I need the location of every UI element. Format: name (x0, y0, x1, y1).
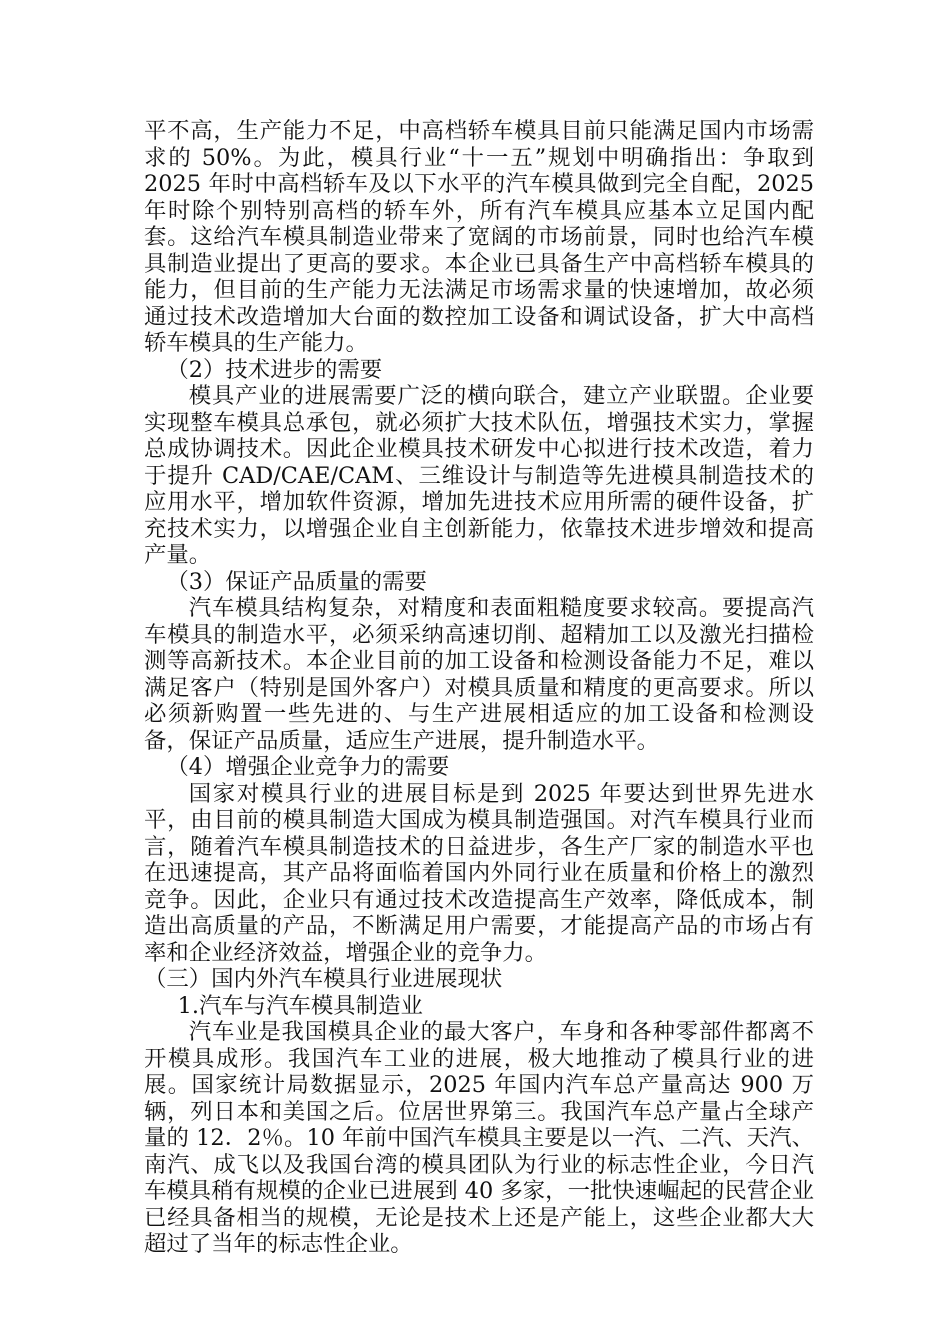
heading-tech-progress: （2）技术进步的需要 (166, 356, 383, 383)
heading-quality: （3）保证产品质量的需要 (166, 568, 427, 595)
paragraph-auto-mold-industry: 汽车业是我国模具企业的最大客户，车身和各种零部件都离不开模具成形。我国汽车工业的进展，极大地推动了模具行业的进展。国家统计局数据显示，2025 年国内汽车总产量高达 900 万辆，列日本和美国之后。位居世界第三。我国汽车总产量占全球产量的 12．2％。10 年前中国汽车模具主要是以一汽、二汽、天汽、南汽、成飞以及我国台湾的模具团队为行业的标志性企业，今日汽车模具稍有规模的企业已进展到 40 多家，一批快速崛起的民营企业已经具备相当的规模，无论是技术上还是产能上，这些企业都大大超过了当年的标志性企业。 (144, 1019, 814, 1257)
section-heading-industry-status: （三）国内外汽车模具行业进展现状 (144, 966, 503, 992)
paragraph-production-capacity: 平不高，生产能力不足，中高档轿车模具目前只能满足国内市场需求的 50%。为此，模具行业“十一五”规划中明确指出：争取到 2025 年时中高档轿车及以下水平的汽车模具做到完全自配，2025 年时除个别特别高档的轿车外，所有汽车模具应基本立足国内配套。这给汽车模具制造业带来了宽阔的市场前景，同时也给汽车模具制造业提出了更高的要求。本企业已具备生产中高档轿车模具的能力，但目前的生产能力无法满足市场需求量的快速增加，故必须通过技术改造增加大台面的数控加工设备和调试设备，扩大中高档轿车模具的生产能力。 (144, 118, 814, 356)
paragraph-quality: 汽车模具结构复杂，对精度和表面粗糙度要求较高。要提高汽车模具的制造水平，必须采纳高速切削、超精加工以及激光扫描检测等高新技术。本企业目前的加工设备和检测设备能力不足，难以满足客户（特别是国外客户）对模具质量和精度的更高要求。所以必须新购置一些先进的、与生产进展相适应的加工设备和检测设备，保证产品质量，适应生产进展，提升制造水平。 (144, 595, 814, 754)
paragraph-competitiveness: 国家对模具行业的进展目标是到 2025 年要达到世界先进水平，由目前的模具制造大国成为模具制造强国。对汽车模具行业而言，随着汽车模具制造技术的日益进步，各生产厂家的制造水平也在迅速提高，其产品将面临着国内外同行业在质量和价格上的激烈竞争。因此，企业只有通过技术改造提高生产效率，降低成本，制造出高质量的产品，不断满足用户需要，才能提高产品的市场占有率和企业经济效益，增强企业的竞争力。 (144, 780, 814, 966)
heading-competitiveness: （4）增强企业竞争力的需要 (166, 754, 450, 780)
paragraph-tech-progress: 模具产业的进展需要广泛的横向联合，建立产业联盟。企业要实现整车模具总承包，就必须扩大技术队伍，增强技术实力，掌握总成协调技术。因此企业模具技术研发中心拟进行技术改造，着力于提升 CAD/CAE/CAM、三维设计与制造等先进模具制造技术的应用水平，增加软件资源，增加先进技术应用所需的硬件设备，扩充技术实力，以增强企业自主创新能力，依靠技术进步增效和提高产量。 (144, 383, 814, 568)
document-body (144, 118, 814, 1258)
subheading-auto-mold-industry: 1.汽车与汽车模具制造业 (177, 992, 423, 1019)
